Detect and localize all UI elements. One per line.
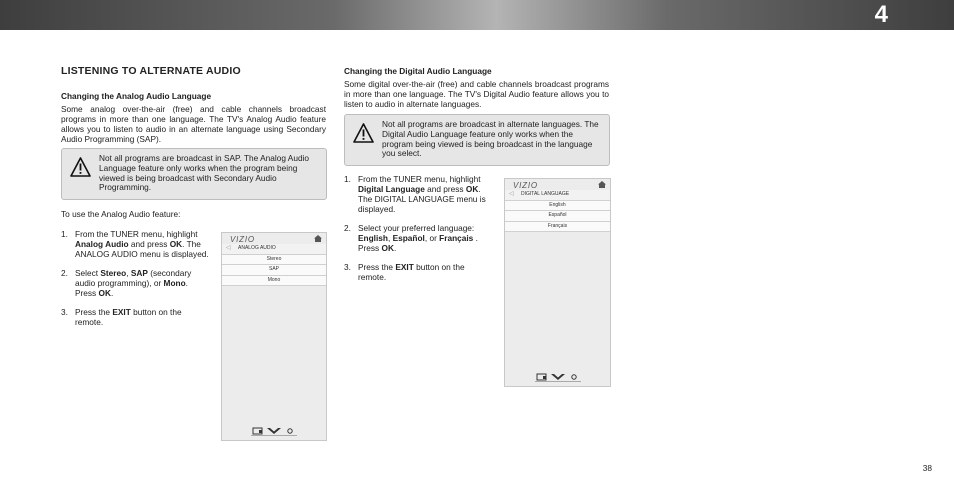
warning-icon [353, 123, 374, 143]
chapter-header-bar [0, 0, 954, 30]
analog-steps [61, 209, 211, 336]
settings-icon [288, 429, 292, 433]
digital-subtitle: Changing the Digital Audio Language [344, 66, 492, 76]
left-column [61, 66, 326, 144]
analog-step-2: 2. Select Stereo, SAP (secondary audio programming), or Mono. Press OK. [61, 268, 192, 298]
vizio-logo: VIZIO [230, 235, 255, 244]
page-number: 38 [922, 463, 932, 473]
analog-lead: To use the Analog Audio feature: [61, 209, 181, 219]
analog-step-1: 1. From the TUNER menu, highlight Analog Audio and press OK. The ANALOG AUDIO menu is displayed. [61, 229, 209, 259]
back-arrow-icon: ◁ [226, 245, 231, 251]
vizio-v-icon [267, 428, 281, 434]
digital-steps [344, 174, 494, 291]
digital-intro: Some digital over-the-air (free) and cable channels broadcast programs in more than one language. The TV's Digital Audio feature allows you to listen to audio in alternate languages. [344, 79, 609, 109]
analog-note-text: Not all programs are broadcast in SAP. The Analog Audio Language feature only works when the program being viewed is being broadcast with Secondary Audio Programming. [99, 153, 310, 193]
back-arrow-icon: ◁ [509, 191, 514, 197]
menu-option: English [505, 201, 610, 212]
analog-intro: Some analog over-the-air (free) and cable channels broadcast programs in more than one language. The TV's Analog Audio feature allows you to listen to audio in an alternate language using Secondary Audio Programming (SAP). [61, 104, 326, 144]
home-icon [598, 181, 606, 188]
input-icon [537, 374, 546, 380]
chapter-number: 4 [874, 1, 888, 28]
digital-step-2: 2. Select your preferred language: English, Español, or Français . Press OK. [344, 223, 478, 253]
settings-icon [571, 375, 575, 379]
menu-option: SAP [222, 265, 326, 276]
menu-option: Français [505, 222, 610, 233]
analog-audio-screen [221, 232, 327, 441]
analog-step-3: 3. Press the EXIT button on the remote. [61, 307, 182, 327]
menu-title-row: ◁ DIGITAL LANGUAGE [505, 190, 610, 201]
digital-note-text: Not all programs are broadcast in alternate languages. The Digital Audio Language feature only works when the program being viewed is being broadcast in the language you select. [382, 119, 599, 159]
menu-option: Español [505, 211, 610, 222]
digital-step-3: 3. Press the EXIT button on the remote. [344, 262, 465, 282]
menu-option: Stereo [222, 255, 326, 266]
analog-note-box [61, 148, 327, 200]
analog-subtitle: Changing the Analog Audio Language [61, 91, 212, 101]
digital-step-1: 1. From the TUNER menu, highlight Digital Language and press OK. The DIGITAL LANGUAGE menu is displayed. [344, 174, 486, 214]
vizio-v-icon [551, 374, 565, 380]
menu-bottom-bar [505, 372, 610, 382]
digital-note-box [344, 114, 610, 166]
vizio-logo: VIZIO [513, 181, 538, 190]
warning-icon [70, 157, 91, 177]
menu-bottom-bar [222, 426, 326, 436]
menu-title-row: ◁ ANALOG AUDIO [222, 244, 326, 255]
input-icon [253, 428, 262, 434]
section-title: LISTENING TO ALTERNATE AUDIO [61, 65, 241, 77]
right-column [344, 66, 609, 109]
home-icon [314, 235, 322, 242]
digital-language-screen [504, 178, 611, 387]
menu-option: Mono [222, 276, 326, 287]
